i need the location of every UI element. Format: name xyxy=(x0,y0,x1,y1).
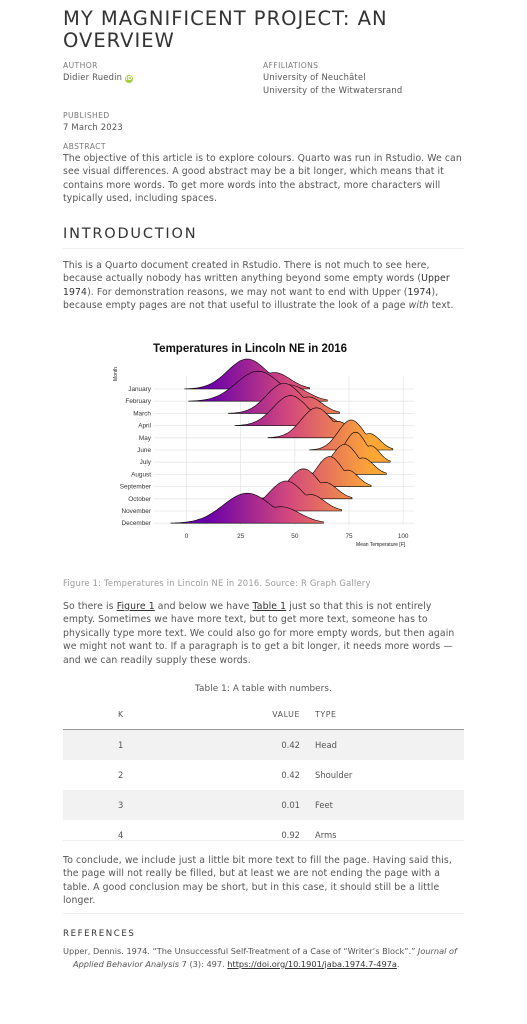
chart-title: Temperatures in Lincoln NE in 2016 xyxy=(153,343,348,355)
x-tick-label: 0 xyxy=(184,533,189,541)
affiliation-2: University of the Witwatersrand xyxy=(263,85,403,95)
x-axis-label: Mean Temperature [F] xyxy=(356,542,406,549)
conclusion-paragraph: To conclude, we include just a little bit more text to fill the page. Having said this, the page will not really be filled, but at least we are not ending the page with a table. A good conclusion may be short, but in this case, it should still be a little longer. xyxy=(63,855,452,907)
month-label: June xyxy=(137,447,151,454)
author-name xyxy=(63,71,133,84)
affiliation-1: University of Neuchâtel xyxy=(263,72,366,82)
table-row xyxy=(63,820,464,850)
table-header-row xyxy=(63,700,464,730)
month-label: August xyxy=(131,471,151,479)
cell-k: 2 xyxy=(118,770,124,780)
numbers-table xyxy=(63,700,464,850)
reference-doi-link[interactable]: https://doi.org/10.1901/jaba.1974.7-497a xyxy=(227,958,397,969)
month-label: September xyxy=(119,483,151,491)
cell-value: 0.92 xyxy=(281,830,300,840)
month-label: October xyxy=(128,495,151,503)
y-axis-label: Month xyxy=(113,367,119,381)
cell-k: 4 xyxy=(118,830,124,840)
cell-type: Shoulder xyxy=(315,770,353,780)
intro-paragraph xyxy=(63,259,464,313)
table-row xyxy=(63,730,464,761)
x-tick-label: 25 xyxy=(237,533,245,541)
month-label: February xyxy=(125,398,151,406)
reference-text: Upper, Dennis. 1974. “The Unsuccessful Self-Treatment of a Case of “Writer’s Block”.” xyxy=(63,946,418,956)
body-text-2: and below we have xyxy=(154,601,253,612)
cell-value: 0.42 xyxy=(281,770,300,780)
intro-text-3: ), because empty pages are not that useful to illustrate the look of a page xyxy=(63,286,439,312)
month-label: July xyxy=(139,459,151,467)
citation-year-link[interactable]: 1974 xyxy=(407,286,432,298)
figure-caption: Figure 1: Temperatures in Lincoln NE in 2016. Source: R Graph Gallery xyxy=(63,578,371,588)
intro-text-1: This is a Quarto document created in Rstudio. There is not much to see here, because actually nobody has written anything beyond some empty words ( xyxy=(63,260,430,285)
month-label: April xyxy=(138,422,151,430)
reference-entry xyxy=(63,945,464,970)
header-type: TYPE xyxy=(314,700,464,730)
citation-link[interactable]: Upper 1974 xyxy=(63,273,450,298)
orcid-icon[interactable]: iD xyxy=(125,76,133,82)
cell-value: 0.42 xyxy=(239,730,314,761)
abstract-text: The objective of this article is to explore colours. Quarto was run in Rstudio. We can see visual differences. A good abstract may be a bit longer, which means that it contains more words. To get more words into the abstract, more characters will typically used, including spaces. xyxy=(63,153,462,205)
published-date: 7 March 2023 xyxy=(63,122,123,132)
reference-volume: 7 (3): 497. xyxy=(179,958,228,969)
cell-k: 1 xyxy=(63,730,239,761)
table-row xyxy=(63,760,464,790)
page-title: MY MAGNIFICENT PROJECT: AN OVERVIEW xyxy=(63,7,388,52)
month-label: December xyxy=(121,520,151,528)
month-label: November xyxy=(121,508,151,515)
table-ref-link[interactable]: Table 1 xyxy=(252,601,287,612)
ridgeline-figure xyxy=(110,336,420,556)
author-label: AUTHOR xyxy=(63,61,98,70)
cell-k: 3 xyxy=(63,790,239,820)
ridgeline-chart xyxy=(110,336,420,556)
x-tick-label: 100 xyxy=(397,533,409,541)
cell-type: Head xyxy=(314,730,464,761)
table-bottom-rule xyxy=(63,840,464,841)
cell-type: Arms xyxy=(315,830,337,840)
author-text: Didier Ruedin xyxy=(63,72,123,82)
body-text-1: So there is xyxy=(63,601,117,612)
intro-emphasis: with xyxy=(408,300,429,312)
references-heading: REFERENCES xyxy=(63,929,136,939)
month-label: May xyxy=(138,434,151,442)
body-paragraph xyxy=(63,600,464,667)
figure-ref-link[interactable]: Figure 1 xyxy=(116,601,155,612)
month-label: January xyxy=(128,386,151,393)
intro-text-4: text. xyxy=(428,300,454,312)
header-k: K xyxy=(63,700,239,730)
table-row xyxy=(63,790,464,820)
reference-journal: Journal of Applied Behavior Analysis xyxy=(73,946,457,969)
cell-type: Feet xyxy=(314,790,464,820)
body-text-3: just so that this is not entirely empty. Sometimes we have more text, but to get more text, someone has to physically type more text. We could also go for more empty words, but then again we might not want to. If a paragraph is to get a bit longer, it needs more words — and we can readily supply these words. xyxy=(63,601,455,666)
header-value: VALUE xyxy=(239,700,314,730)
x-tick-label: 75 xyxy=(345,533,353,541)
introduction-heading: INTRODUCTION xyxy=(63,226,464,249)
affiliations-label: AFFILIATIONS xyxy=(263,61,319,70)
published-label: PUBLISHED xyxy=(63,111,110,120)
abstract-label: ABSTRACT xyxy=(63,142,106,151)
reference-end: . xyxy=(396,958,400,969)
references-divider xyxy=(63,913,464,914)
cell-value: 0.01 xyxy=(239,790,314,820)
x-tick-label: 50 xyxy=(291,533,299,541)
intro-text-2: ). For demonstration reasons, we may not want to end with Upper ( xyxy=(87,286,408,298)
table-caption: Table 1: A table with numbers. xyxy=(195,684,332,694)
month-label: March xyxy=(133,410,151,418)
